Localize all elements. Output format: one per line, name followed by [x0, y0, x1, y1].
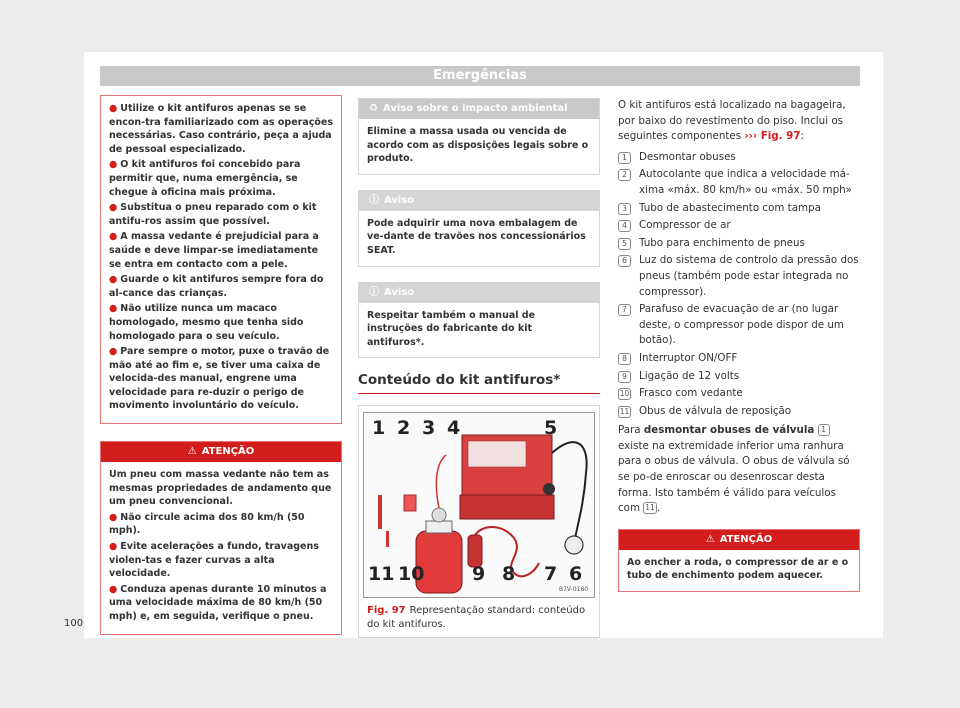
figure-box — [358, 405, 600, 638]
list-item: 4 Compressor de ar — [618, 218, 860, 234]
warning-text: Ao encher a roda, o compressor de ar e o tubo de enchimento podem aquecer. — [627, 556, 849, 582]
figure-label: 11 — [368, 563, 395, 586]
bullet-item: ● O kit antifuros foi concebido para permitir que, numa emergência, se chegue à oficina mais próxima. — [109, 159, 301, 198]
safety-bullets-box — [100, 95, 342, 424]
figure-label: 8 — [502, 563, 516, 586]
warning-header: ⚠ ATENÇÃO — [619, 530, 859, 550]
env-notice-text: Elimine a massa usada ou vencida de acordo com as disposições legais sobre o produto. — [367, 126, 589, 165]
warning-triangle-icon: ⚠ — [187, 446, 197, 458]
column-middle — [358, 98, 600, 638]
figure-label: 3 — [422, 417, 436, 440]
notice-header: ⓘ Aviso — [359, 191, 599, 211]
bullet-item: ● A massa vedante é prejudicial para a saúde e deve limpar-se imediatamente se entra em contacto com a pele. — [109, 231, 319, 270]
info-icon: ⓘ — [369, 194, 379, 206]
warning-text: Um pneu com massa vedante não tem as mesmas propriedades de andamento que um pneu convencional. — [109, 469, 332, 508]
bullet-item: ● Não circule acima dos 80 km/h (50 mph). — [109, 511, 305, 537]
list-item: 8 Interruptor ON/OFF — [618, 351, 860, 367]
recycle-icon: ♻ — [369, 103, 378, 114]
figure-label: 2 — [397, 417, 411, 440]
figure-label: 7 — [544, 563, 558, 586]
list-item: 7 Parafuso de evacuação de ar (no lugar deste, o compressor pode dispor de um botão). — [618, 302, 860, 349]
list-item: 5 Tubo para enchimento de pneus — [618, 236, 860, 252]
column-right — [618, 98, 860, 592]
notice-header: ⓘ Aviso — [359, 283, 599, 303]
notice-text: Pode adquirir uma nova embalagem de ve-dante de travões nos concessionários SEAT. — [367, 217, 586, 256]
list-item: 10 Frasco com vedante — [619, 387, 743, 400]
warning-triangle-icon: ⚠ — [705, 533, 715, 545]
figure-label: 4 — [447, 417, 461, 440]
notice-box-2 — [358, 282, 600, 359]
list-item: 11 Obus de válvula de reposição — [619, 404, 792, 417]
env-notice-box — [358, 98, 600, 175]
list-item: 1 Desmontar obuses — [618, 150, 860, 166]
figure-code: B7V-0180 — [559, 586, 589, 594]
bullet-item: ● Substitua o pneu reparado com o kit antifu-ros assim que possível. — [109, 202, 317, 227]
figure-label: 10 — [398, 563, 425, 586]
figure-number: Fig. 97 — [367, 605, 406, 617]
figure-label: 1 — [372, 417, 386, 440]
notice-box-1 — [358, 190, 600, 267]
bullet-item: ● Utilize o kit antifuros apenas se se encon-tra familiarizado com as operações necessárias. Caso contrário, peça a ajuda de pessoal especializado. — [109, 103, 334, 155]
warning-header: ⚠ ATENÇÃO — [101, 442, 341, 462]
bullet-item: ● Não utilize nunca um macaco homologado, mesmo que tenha sido homologado para o seu veículo. — [109, 303, 304, 342]
list-item: 2 Autocolante que indica a velocidade má-xima «máx. 80 km/h» ou «máx. 50 mph» — [618, 167, 860, 198]
page-number: 100 — [64, 618, 84, 629]
component-list — [618, 150, 860, 420]
bullet-item: ● Conduza apenas durante 10 minutos a uma velocidade máxima de 80 km/h (50 mph) e, em seguida, verifique o pneu. — [109, 583, 327, 622]
env-notice-header: ♻ Aviso sobre o impacto ambiental — [359, 99, 599, 119]
figure-label: 9 — [472, 563, 486, 586]
column-left — [100, 95, 342, 635]
bullet-item: ● Pare sempre o motor, puxe o travão de mão até ao fim e, se tiver uma caixa de velocida-des manual, engrene uma velocidade para re-duzir o perigo de movimento involuntário do veículo. — [109, 346, 330, 412]
intro-paragraph: O kit antifuros está localizado na bagageira, por baixo do revestimento do piso. Inclui os seguintes componentes ››› Fig. 97: — [618, 99, 846, 143]
page-header: Emergências — [100, 66, 860, 86]
section-title: Conteúdo do kit antifuros* — [358, 372, 600, 394]
list-item: 9 Ligação de 12 volts — [618, 369, 860, 385]
warning-box-right — [618, 529, 860, 592]
bullet-item: ● Evite acelerações a fundo, travagens violen-tas e fazer curvas a alta velocidade. — [109, 541, 319, 580]
figure-label: 6 — [569, 563, 583, 586]
notice-text: Respeitar também o manual de instruções do fabricante do kit antifuros*. — [367, 309, 536, 348]
figure-image-kit — [363, 412, 595, 598]
bullet-item: ● Guarde o kit antifuros sempre fora do al-cance das crianças. — [109, 274, 324, 299]
valve-paragraph: Para desmontar obuses de válvula 1 existe na extremidade inferior uma ranhura para o obus de válvula. O obus de válvula só se po-de enroscar ou desenroscar desta forma. Isto também é válido para veículos com 11 . — [618, 424, 850, 515]
list-item: 3 Tubo de abastecimento com tampa — [618, 201, 860, 217]
info-icon: ⓘ — [369, 286, 379, 298]
list-item: 6 Luz do sistema de controlo da pressão dos pneus (também pode estar integrada no compressor). — [618, 253, 860, 300]
warning-box-left — [100, 441, 342, 635]
figure-link[interactable]: ››› Fig. 97 — [744, 130, 801, 143]
warning-body — [101, 462, 341, 634]
caption-text: Representação standard: conteúdo do kit antifuros. — [367, 605, 586, 630]
figure-label: 5 — [544, 417, 558, 440]
figure-caption — [359, 598, 599, 637]
